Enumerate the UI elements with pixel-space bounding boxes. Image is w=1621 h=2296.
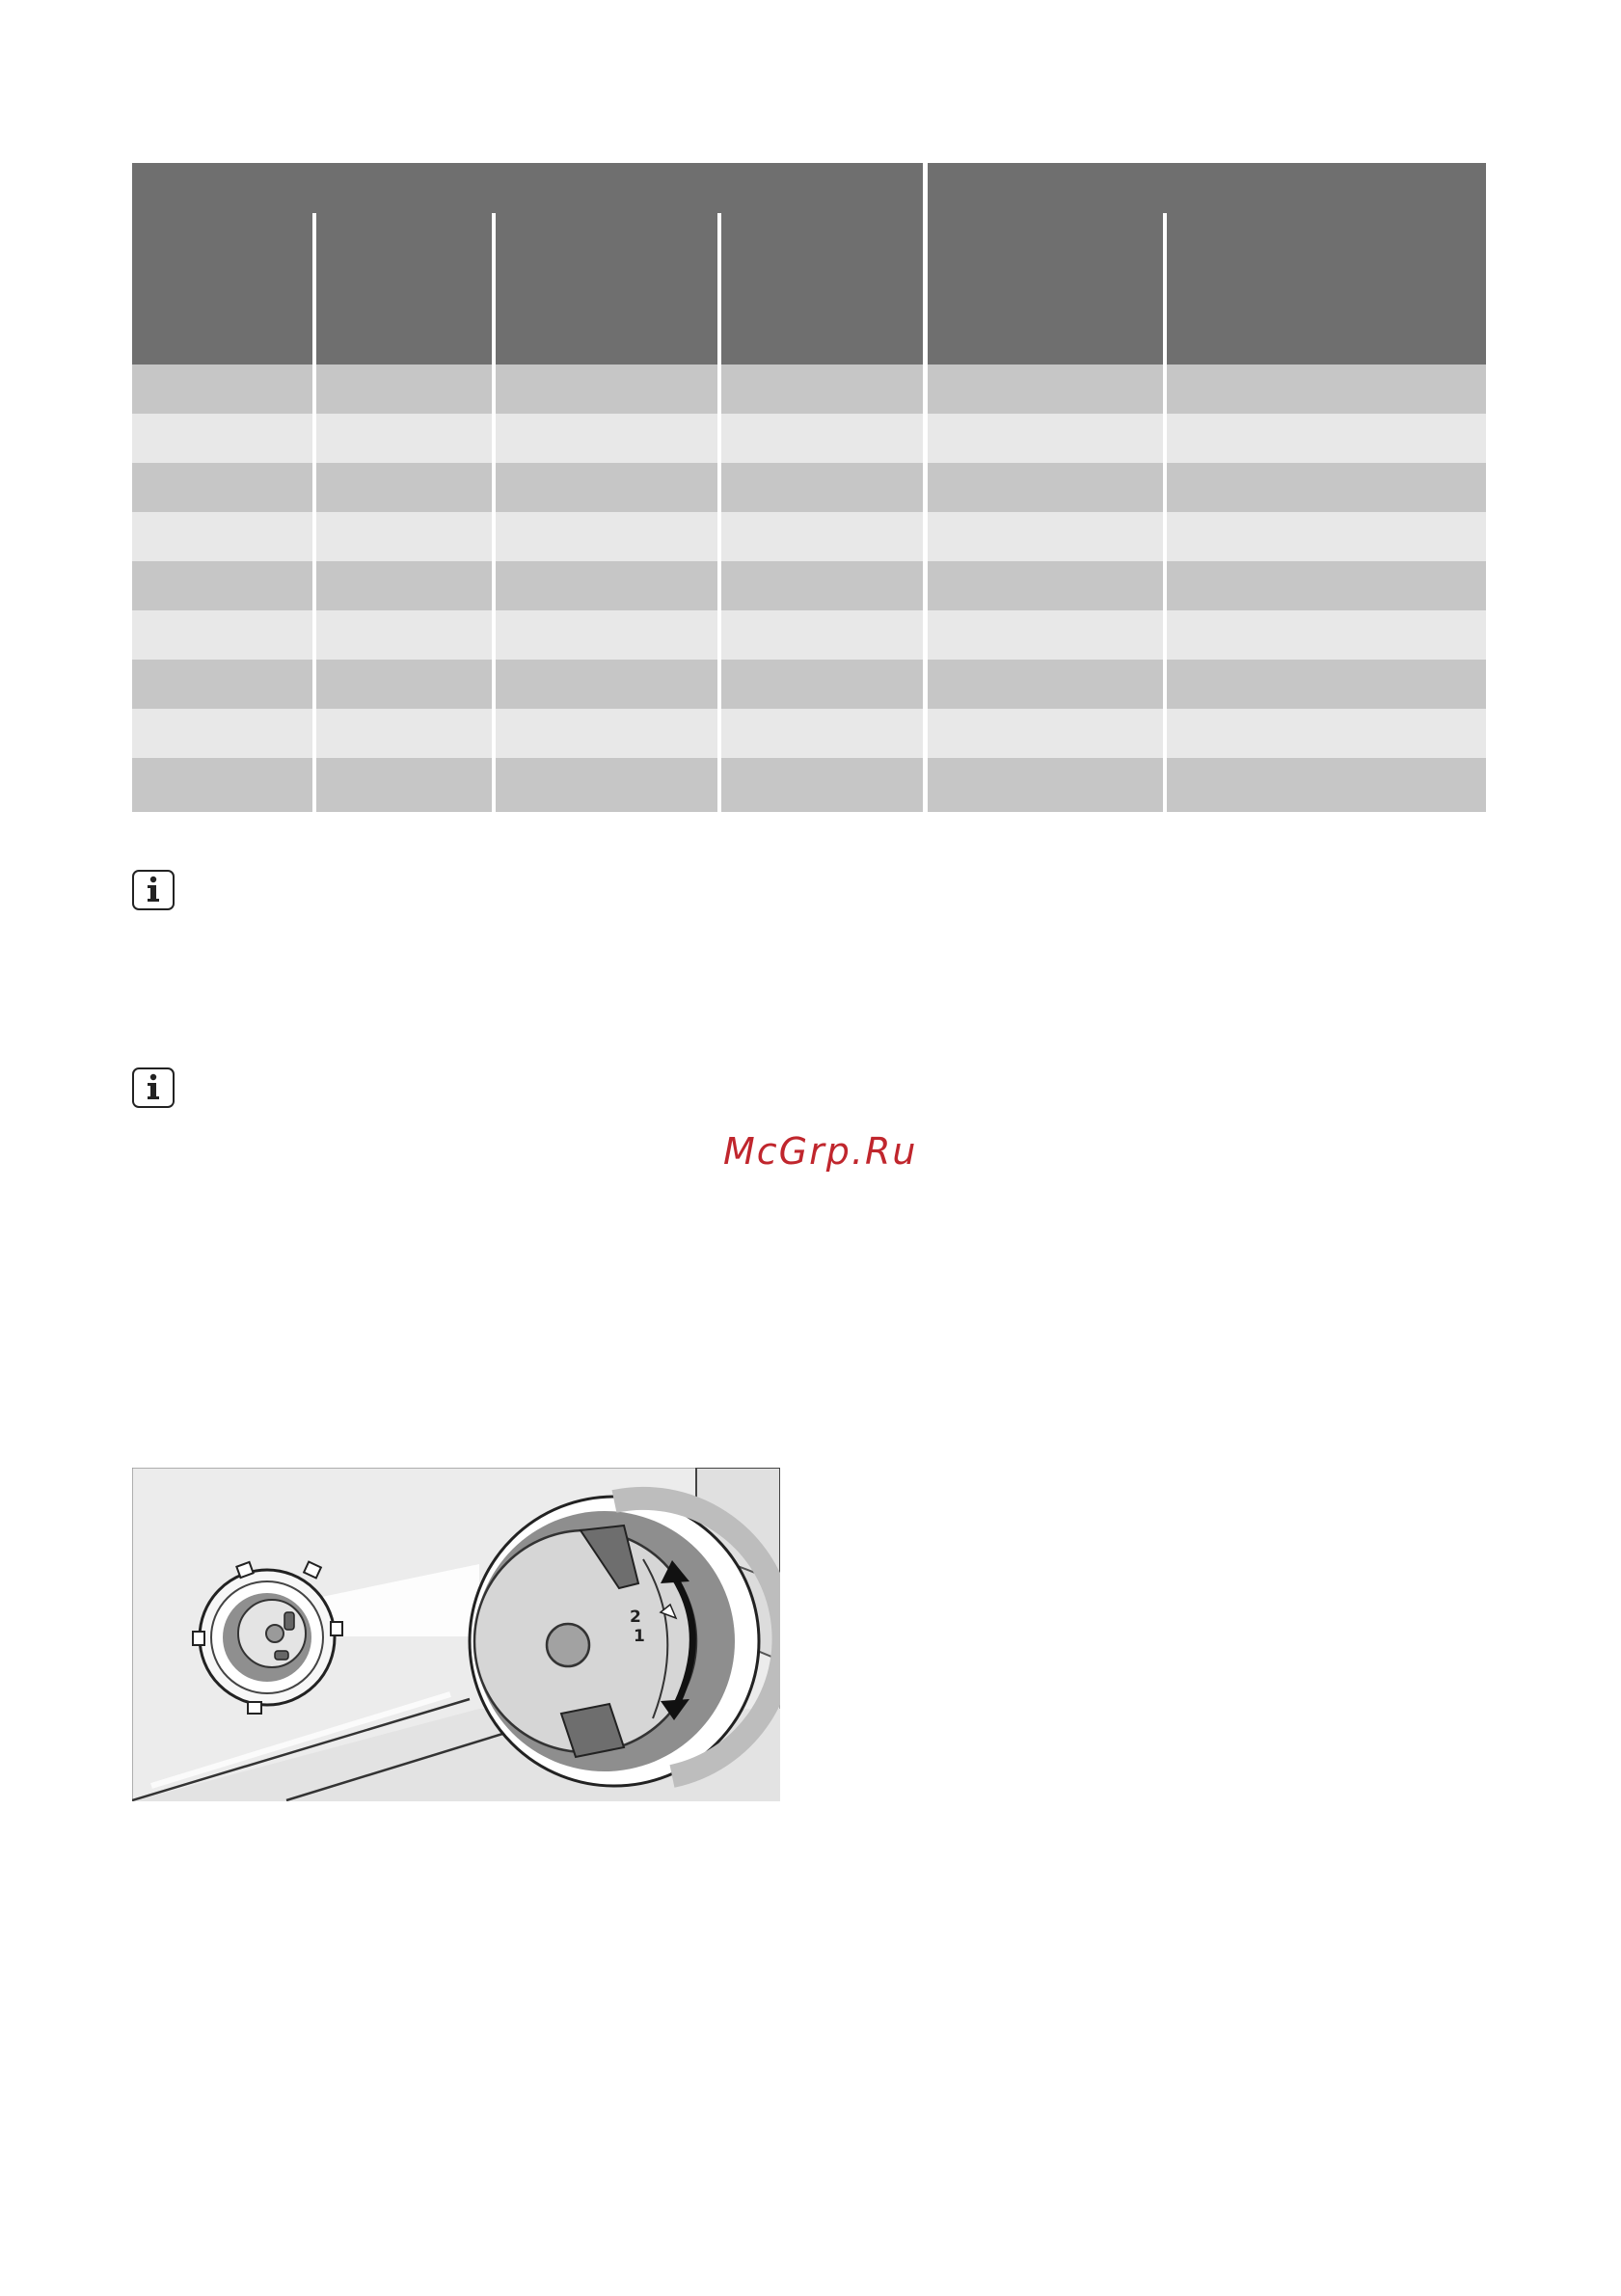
column-header xyxy=(312,213,492,365)
table-cell xyxy=(312,463,492,512)
settings-table xyxy=(132,163,1486,812)
table-cell xyxy=(923,414,1163,463)
table-cell xyxy=(492,660,717,709)
dial-number: 1 xyxy=(634,1627,645,1646)
table-cell xyxy=(1163,561,1486,610)
table-cell xyxy=(717,610,923,660)
table-header-groups xyxy=(132,163,1486,213)
table-cell xyxy=(923,365,1163,414)
column-header xyxy=(923,213,1163,365)
column-header xyxy=(1163,213,1486,365)
table-cell xyxy=(923,758,1163,812)
table-cell xyxy=(717,660,923,709)
table-cell xyxy=(717,365,923,414)
table-body xyxy=(132,365,1486,812)
table-cell xyxy=(923,709,1163,758)
table-row xyxy=(132,758,1486,812)
table-cell xyxy=(923,463,1163,512)
table-row xyxy=(132,561,1486,610)
table-cell xyxy=(1163,709,1486,758)
table-cell xyxy=(923,660,1163,709)
table-cell xyxy=(1163,463,1486,512)
table-cell xyxy=(312,561,492,610)
table-cell xyxy=(492,709,717,758)
table-cell xyxy=(312,610,492,660)
table-cell xyxy=(132,414,312,463)
table-cell xyxy=(923,610,1163,660)
table-cell xyxy=(717,709,923,758)
table-cell xyxy=(717,758,923,812)
table-row xyxy=(132,709,1486,758)
column-header xyxy=(132,213,312,365)
large-dial xyxy=(470,1497,780,1786)
header-group-divider xyxy=(923,163,928,213)
table-row xyxy=(132,365,1486,414)
table-cell xyxy=(1163,758,1486,812)
table-cell xyxy=(492,463,717,512)
table-cell xyxy=(132,660,312,709)
table-cell xyxy=(312,365,492,414)
table-cell xyxy=(132,610,312,660)
table-cell xyxy=(717,561,923,610)
table-cell xyxy=(132,512,312,561)
table-row xyxy=(132,463,1486,512)
table-cell xyxy=(717,463,923,512)
table-cell xyxy=(312,758,492,812)
watermark-text: McGrp.Ru xyxy=(723,1130,918,1173)
table-cell xyxy=(492,365,717,414)
table-cell xyxy=(717,414,923,463)
table-cell xyxy=(132,561,312,610)
table-cell xyxy=(1163,512,1486,561)
dial-number: 2 xyxy=(630,1607,641,1627)
table-cell xyxy=(312,512,492,561)
table-cell xyxy=(492,758,717,812)
table-cell xyxy=(1163,660,1486,709)
table-cell xyxy=(312,660,492,709)
info-icon xyxy=(132,870,175,910)
table-cell xyxy=(1163,414,1486,463)
table-cell xyxy=(923,512,1163,561)
table-cell xyxy=(132,463,312,512)
info-icon xyxy=(132,1067,175,1108)
table-cell xyxy=(1163,610,1486,660)
table-cell xyxy=(132,709,312,758)
table-cell xyxy=(492,610,717,660)
table-row xyxy=(132,512,1486,561)
table-row xyxy=(132,660,1486,709)
table-cell xyxy=(717,512,923,561)
table-cell xyxy=(492,512,717,561)
table-cell xyxy=(312,709,492,758)
table-cell xyxy=(132,758,312,812)
column-header xyxy=(717,213,923,365)
table-cell xyxy=(1163,365,1486,414)
table-cell xyxy=(132,365,312,414)
column-header xyxy=(492,213,717,365)
table-row xyxy=(132,610,1486,660)
table-cell xyxy=(492,414,717,463)
table-row xyxy=(132,414,1486,463)
table-cell xyxy=(312,414,492,463)
water-softener-dial-illustration xyxy=(132,1468,780,1801)
table-header-row xyxy=(132,213,1486,365)
table-cell xyxy=(923,561,1163,610)
table-cell xyxy=(492,561,717,610)
